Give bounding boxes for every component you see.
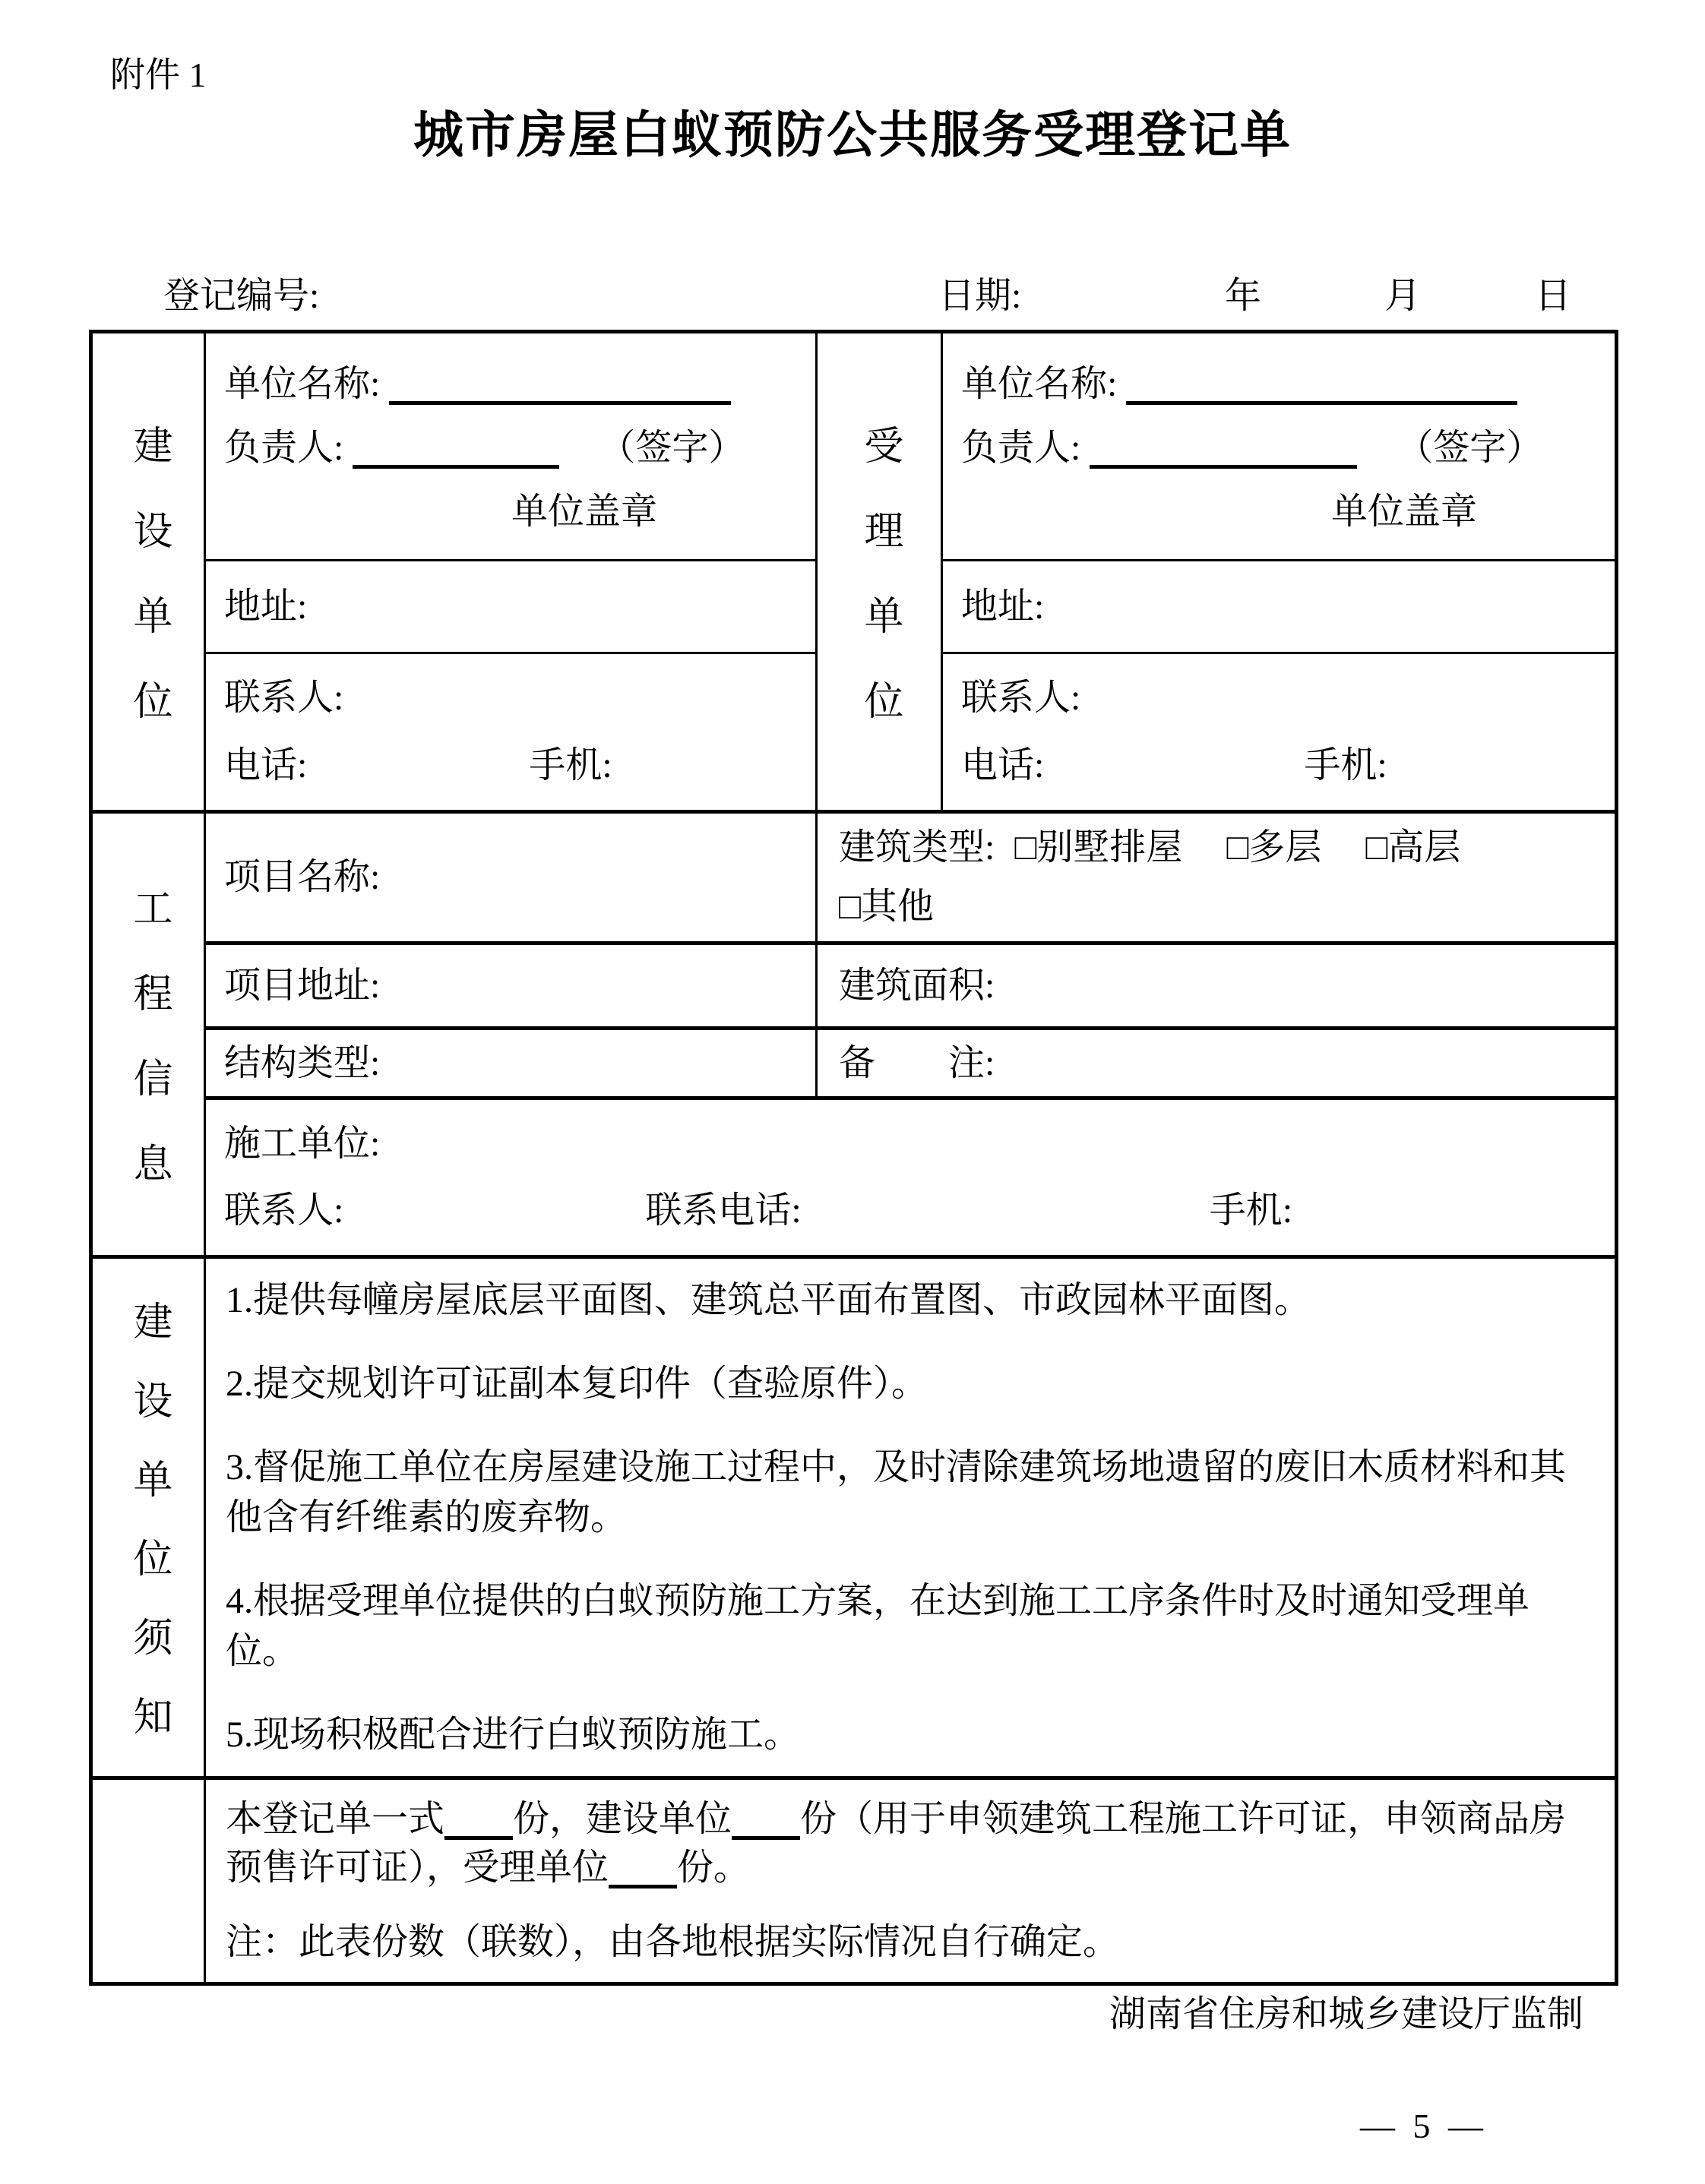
builder-row — [206, 1100, 1615, 1255]
principal-blank-line — [353, 432, 559, 469]
copies-blank-1 — [444, 1803, 513, 1840]
notice-section-label: 建设单位须知 — [127, 1300, 170, 1775]
notice-item-1: 1.提供每幢房屋底层平面图、建筑总平面布置图、市政园林平面图。 — [226, 1279, 1311, 1320]
copies-text-4: 份。 — [677, 1847, 751, 1888]
phone-label: 电话: — [224, 744, 308, 785]
contact-label: 联系人: — [961, 678, 1081, 719]
phone-label: 电话: — [961, 744, 1045, 785]
contact-phone-label: 联系电话: — [645, 1190, 802, 1231]
issuing-authority: 湖南省住房和城乡建设厅监制 — [1109, 1994, 1583, 2034]
unit-name-label: 单位名称: — [224, 363, 381, 404]
notice-item-4: 4.根据受理单位提供的白蚁预防施工方案，在达到施工工序条件时及时通知受理单位。 — [226, 1580, 1530, 1671]
signature-label: （签字） — [1397, 427, 1543, 468]
attachment-label: 附件 1 — [110, 55, 207, 94]
phone-line — [224, 743, 797, 789]
date-label: 日期: — [938, 276, 1022, 316]
project-address-row — [206, 945, 1615, 1030]
principal-line — [224, 425, 797, 471]
unit-name-blank-line — [1126, 368, 1517, 405]
building-area-cell — [818, 945, 1615, 1026]
project-info-fields — [206, 814, 1615, 1255]
building-type-option-multistory: □多层 — [1226, 827, 1322, 868]
month-label: 月 — [1384, 276, 1422, 316]
address-label: 地址: — [961, 586, 1045, 627]
notice-item-5: 5.现场积极配合进行白蚁预防施工。 — [226, 1714, 801, 1755]
unit-name-line — [224, 362, 797, 407]
notice-section — [93, 1255, 1615, 1776]
building-area-label: 建筑面积: — [839, 965, 995, 1006]
unit-name-line — [961, 362, 1596, 407]
copies-statement — [226, 1795, 1592, 1892]
signature-label: （签字） — [599, 427, 745, 468]
structure-type-cell — [206, 1030, 818, 1096]
accepting-unit-fields — [943, 333, 1615, 810]
copies-text-2: 份，建设单位 — [513, 1799, 732, 1839]
construction-unit-section-cell — [93, 333, 206, 810]
accepting-unit-name-row — [943, 333, 1615, 561]
copies-note: 注：此表份数（联数），由各地根据实际情况自行确定。 — [226, 1922, 1120, 1962]
project-info-section-cell — [93, 814, 206, 1255]
construction-unit-contact-row — [206, 654, 815, 810]
project-address-cell — [206, 945, 818, 1026]
building-type-line1 — [839, 825, 1460, 871]
contact-label: 联系人: — [224, 1190, 344, 1231]
stamp-line — [961, 489, 1596, 535]
structure-type-label: 结构类型: — [224, 1042, 381, 1083]
building-type-option-highrise: □高层 — [1365, 827, 1461, 868]
builder-line — [224, 1121, 1596, 1167]
unit-stamp-label: 单位盖章 — [1331, 491, 1478, 532]
builder-contact-line — [224, 1188, 1596, 1234]
construction-unit-section-label: 建设单位 — [127, 424, 170, 765]
construction-unit-address-row — [206, 561, 815, 654]
registration-number-label: 登记编号: — [163, 276, 320, 316]
page-number: — 5 — — [1360, 2107, 1488, 2145]
project-info-section — [93, 810, 1615, 1255]
structure-type-row — [206, 1030, 1615, 1100]
contact-line — [224, 675, 797, 721]
construction-unit-name-row — [206, 333, 815, 561]
principal-line — [961, 425, 1596, 471]
copies-section — [93, 1776, 1615, 1982]
accepting-unit-section-cell — [818, 333, 943, 810]
accepting-unit-address-row — [943, 561, 1615, 654]
unit-name-blank-line — [389, 368, 731, 405]
unit-name-label: 单位名称: — [961, 363, 1118, 404]
principal-label: 负责人: — [961, 427, 1081, 468]
unit-stamp-label: 单位盖章 — [511, 491, 658, 532]
stamp-line — [224, 489, 797, 535]
mobile-label: 手机: — [1209, 1190, 1293, 1231]
contact-label: 联系人: — [224, 678, 344, 719]
contact-line — [961, 675, 1596, 721]
building-type-line2 — [839, 884, 934, 930]
copies-text-3: 份（用于申领建筑工程施工许可证，申领商品房预售许可证），受理单位 — [226, 1799, 1567, 1888]
units-section — [93, 333, 1615, 810]
building-type-option-other: □其他 — [839, 887, 934, 927]
copies-blank-3 — [609, 1852, 677, 1888]
year-label: 年 — [1225, 276, 1262, 316]
accepting-unit-section-label: 受理单位 — [858, 424, 901, 765]
building-type-label: 建筑类型: — [839, 827, 995, 868]
accepting-unit-contact-row — [943, 654, 1615, 810]
phone-line — [961, 743, 1596, 789]
registration-form-table — [89, 330, 1618, 1986]
remarks-cell — [818, 1030, 1615, 1096]
address-label: 地址: — [224, 586, 308, 627]
copies-text-1: 本登记单一式 — [226, 1799, 445, 1839]
principal-label: 负责人: — [224, 427, 344, 468]
builder-label: 施工单位: — [224, 1124, 381, 1164]
project-address-label: 项目地址: — [224, 965, 381, 1006]
mobile-label: 手机: — [529, 744, 612, 785]
principal-blank-line — [1090, 432, 1357, 469]
building-type-cell — [818, 814, 1615, 941]
copies-content — [206, 1780, 1615, 1982]
notice-item-3: 3.督促施工单位在房屋建设施工过程中，及时清除建筑场地遗留的废旧木质材料和其他含有纤维素的废弃物。 — [226, 1446, 1567, 1538]
day-label: 日 — [1535, 276, 1572, 316]
copies-blank-2 — [732, 1803, 800, 1840]
mobile-label: 手机: — [1304, 744, 1387, 785]
building-type-option-villa: □别墅排屋 — [1014, 827, 1183, 868]
notice-item-2: 2.提交规划许可证副本复印件（查验原件）。 — [226, 1363, 928, 1404]
construction-unit-fields — [206, 333, 818, 810]
notice-section-cell — [93, 1259, 206, 1776]
remarks-label: 备 注: — [839, 1042, 995, 1083]
notice-items — [206, 1259, 1615, 1776]
copies-section-empty-cell — [93, 1780, 206, 1982]
page-title: 城市房屋白蚁预防公共服务受理登记单 — [413, 108, 1292, 163]
project-name-row — [206, 814, 1615, 945]
project-name-cell — [206, 814, 818, 941]
project-name-label: 项目名称: — [224, 857, 381, 897]
project-info-section-label: 工程信息 — [127, 887, 170, 1228]
